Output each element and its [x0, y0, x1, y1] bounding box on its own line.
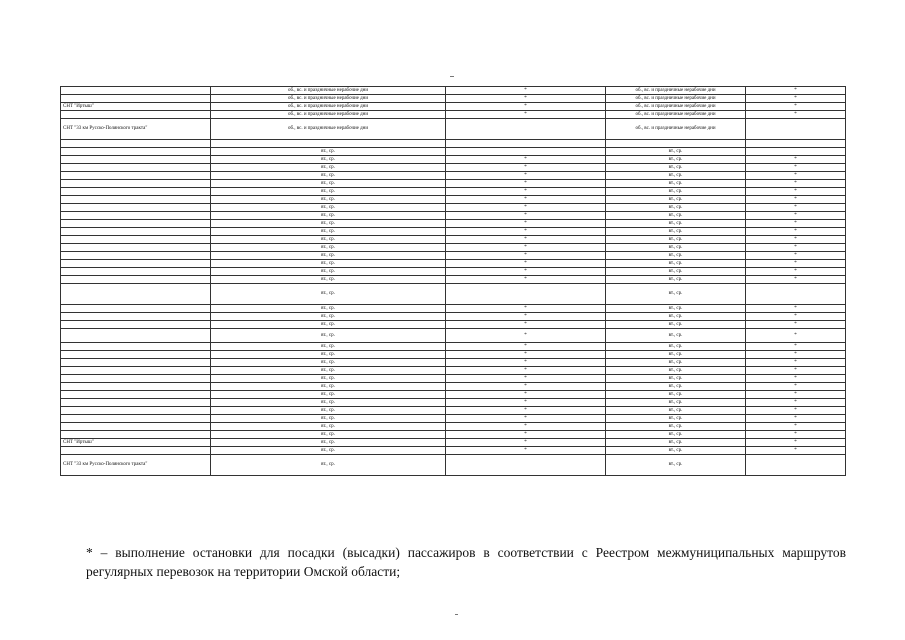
schedule-row — [61, 180, 846, 188]
days-cell: вт., ср. — [211, 391, 446, 399]
stop-name-cell — [61, 164, 211, 172]
days-cell: вт., ср. — [606, 343, 746, 351]
days-cell: вт., ср. — [606, 196, 746, 204]
days-cell: вт., ср. — [606, 284, 746, 305]
schedule-row — [61, 204, 846, 212]
days-cell: вт., ср. — [606, 260, 746, 268]
times-cell: * — [446, 329, 606, 343]
schedule-row — [61, 367, 846, 375]
days-cell: вт., ср. — [606, 305, 746, 313]
times-cell: * — [446, 204, 606, 212]
times-cell: * — [746, 343, 846, 351]
days-cell: вт., ср. — [606, 252, 746, 260]
days-cell: вт., ср. — [211, 447, 446, 455]
times-cell: * — [746, 375, 846, 383]
days-cell — [606, 140, 746, 148]
stop-name-cell — [61, 148, 211, 156]
times-cell: * — [746, 172, 846, 180]
days-cell: вт., ср. — [211, 236, 446, 244]
times-cell: * — [446, 172, 606, 180]
days-cell: вт., ср. — [606, 383, 746, 391]
times-cell: * — [746, 321, 846, 329]
stop-name-cell: СНТ "Иртыш" — [61, 439, 211, 447]
schedule-row — [61, 228, 846, 236]
times-cell: * — [746, 313, 846, 321]
days-cell: вт., ср. — [606, 164, 746, 172]
times-cell: * — [446, 391, 606, 399]
times-cell — [446, 148, 606, 156]
times-cell — [746, 148, 846, 156]
schedule-row — [61, 260, 846, 268]
stop-name-cell — [61, 95, 211, 103]
days-cell: вт., ср. — [211, 284, 446, 305]
days-cell: вт., ср. — [211, 260, 446, 268]
times-cell: * — [446, 260, 606, 268]
times-cell — [446, 140, 606, 148]
times-cell — [746, 455, 846, 476]
stop-name-cell — [61, 407, 211, 415]
times-cell: * — [746, 399, 846, 407]
stop-name-cell — [61, 188, 211, 196]
days-cell: вт., ср. — [211, 220, 446, 228]
days-cell: вт., ср. — [211, 188, 446, 196]
times-cell: * — [446, 343, 606, 351]
days-cell: вт., ср. — [211, 343, 446, 351]
days-cell: вт., ср. — [606, 329, 746, 343]
times-cell: * — [446, 164, 606, 172]
days-cell: вт., ср. — [211, 180, 446, 188]
times-cell: * — [746, 111, 846, 119]
stop-name-cell — [61, 375, 211, 383]
days-cell: вт., ср. — [606, 313, 746, 321]
times-cell: * — [746, 415, 846, 423]
days-cell: вт., ср. — [606, 268, 746, 276]
times-cell: * — [746, 276, 846, 284]
days-cell: вт., ср. — [211, 367, 446, 375]
stop-name-cell — [61, 276, 211, 284]
days-cell: вт., ср. — [606, 415, 746, 423]
days-cell: вт., ср. — [211, 276, 446, 284]
times-cell: * — [446, 156, 606, 164]
days-cell: вт., ср. — [211, 244, 446, 252]
days-cell: вт., ср. — [211, 399, 446, 407]
stop-name-cell — [61, 180, 211, 188]
stop-name-cell — [61, 367, 211, 375]
schedule-row — [61, 196, 846, 204]
schedule-row — [61, 119, 846, 140]
times-cell: * — [746, 431, 846, 439]
times-cell: * — [746, 252, 846, 260]
schedule-row — [61, 431, 846, 439]
stop-name-cell — [61, 111, 211, 119]
stop-name-cell: СНТ "Иртыш" — [61, 103, 211, 111]
days-cell: вт., ср. — [606, 391, 746, 399]
schedule-row — [61, 305, 846, 313]
stop-name-cell — [61, 313, 211, 321]
times-cell: * — [746, 236, 846, 244]
schedule-row — [61, 140, 846, 148]
stop-name-cell — [61, 212, 211, 220]
stop-name-cell: СНТ "33 км Русско-Полянского тракта" — [61, 119, 211, 140]
schedule-row — [61, 156, 846, 164]
schedule-row — [61, 423, 846, 431]
times-cell — [446, 455, 606, 476]
days-cell: вт., ср. — [606, 431, 746, 439]
times-cell: * — [446, 220, 606, 228]
days-cell: вт., ср. — [606, 188, 746, 196]
times-cell: * — [446, 447, 606, 455]
days-cell: вт., ср. — [606, 148, 746, 156]
schedule-row — [61, 359, 846, 367]
days-cell: об., вс. и праздничные нерабочие дни — [606, 87, 746, 95]
days-cell: об., вс. и праздничные нерабочие дни — [606, 95, 746, 103]
times-cell — [746, 284, 846, 305]
stop-name-cell — [61, 447, 211, 455]
days-cell: вт., ср. — [211, 268, 446, 276]
times-cell: * — [446, 103, 606, 111]
days-cell: вт., ср. — [606, 244, 746, 252]
times-cell — [746, 140, 846, 148]
stop-name-cell — [61, 391, 211, 399]
schedule-row — [61, 321, 846, 329]
times-cell: * — [446, 351, 606, 359]
times-cell — [446, 119, 606, 140]
days-cell: вт., ср. — [211, 423, 446, 431]
days-cell: вт., ср. — [606, 212, 746, 220]
stop-name-cell — [61, 236, 211, 244]
scan-mark — [450, 76, 454, 77]
schedule-row — [61, 415, 846, 423]
scan-mark — [455, 614, 458, 615]
times-cell: * — [746, 351, 846, 359]
stop-name-cell: СНТ "33 км Русско-Полянского тракта" — [61, 455, 211, 476]
schedule-table — [60, 86, 846, 476]
stop-name-cell — [61, 321, 211, 329]
times-cell: * — [746, 244, 846, 252]
times-cell: * — [746, 95, 846, 103]
schedule-row — [61, 284, 846, 305]
times-cell: * — [746, 87, 846, 95]
schedule-row — [61, 188, 846, 196]
days-cell: вт., ср. — [211, 375, 446, 383]
times-cell: * — [446, 407, 606, 415]
times-cell: * — [746, 391, 846, 399]
stop-name-cell — [61, 343, 211, 351]
schedule-row — [61, 391, 846, 399]
days-cell: вт., ср. — [211, 204, 446, 212]
stop-name-cell — [61, 383, 211, 391]
days-cell: вт., ср. — [211, 407, 446, 415]
stop-name-cell — [61, 329, 211, 343]
times-cell: * — [746, 447, 846, 455]
times-cell: * — [446, 95, 606, 103]
times-cell: * — [746, 359, 846, 367]
schedule-row — [61, 95, 846, 103]
times-cell: * — [446, 383, 606, 391]
days-cell: вт., ср. — [211, 172, 446, 180]
stop-name-cell — [61, 305, 211, 313]
times-cell: * — [446, 244, 606, 252]
times-cell: * — [446, 305, 606, 313]
times-cell: * — [446, 252, 606, 260]
days-cell: об., вс. и праздничные нерабочие дни — [211, 95, 446, 103]
times-cell: * — [746, 407, 846, 415]
days-cell: вт., ср. — [606, 359, 746, 367]
schedule-row — [61, 103, 846, 111]
times-cell: * — [446, 228, 606, 236]
days-cell: вт., ср. — [211, 431, 446, 439]
days-cell: вт., ср. — [211, 228, 446, 236]
stop-name-cell — [61, 423, 211, 431]
footnote: * – выполнение остановки для посадки (высадки) пассажиров в соответствии с Реестром межмуниципальных маршрутов регулярных перевозок на территории Омской области; — [86, 545, 846, 579]
stop-name-cell — [61, 156, 211, 164]
days-cell: вт., ср. — [606, 204, 746, 212]
schedule-row — [61, 313, 846, 321]
days-cell: вт., ср. — [211, 383, 446, 391]
days-cell: вт., ср. — [606, 375, 746, 383]
schedule-row — [61, 87, 846, 95]
stop-name-cell — [61, 399, 211, 407]
days-cell: вт., ср. — [606, 321, 746, 329]
days-cell: вт., ср. — [606, 439, 746, 447]
days-cell: вт., ср. — [606, 407, 746, 415]
days-cell: вт., ср. — [211, 196, 446, 204]
stop-name-cell — [61, 244, 211, 252]
times-cell: * — [446, 375, 606, 383]
stop-name-cell — [61, 268, 211, 276]
schedule-row — [61, 407, 846, 415]
times-cell: * — [746, 196, 846, 204]
times-cell: * — [446, 196, 606, 204]
stop-name-cell — [61, 252, 211, 260]
days-cell: вт., ср. — [606, 276, 746, 284]
times-cell: * — [446, 87, 606, 95]
days-cell: вт., ср. — [211, 329, 446, 343]
schedule-row — [61, 343, 846, 351]
schedule-row — [61, 111, 846, 119]
times-cell: * — [746, 180, 846, 188]
schedule-row — [61, 383, 846, 391]
schedule-row — [61, 244, 846, 252]
days-cell: вт., ср. — [606, 423, 746, 431]
days-cell: вт., ср. — [211, 164, 446, 172]
schedule-row — [61, 447, 846, 455]
times-cell: * — [746, 156, 846, 164]
days-cell: вт., ср. — [211, 305, 446, 313]
days-cell: вт., ср. — [211, 252, 446, 260]
schedule-row — [61, 252, 846, 260]
times-cell: * — [446, 180, 606, 188]
days-cell: об., вс. и праздничные нерабочие дни — [211, 87, 446, 95]
times-cell — [446, 284, 606, 305]
days-cell: об., вс. и праздничные нерабочие дни — [211, 111, 446, 119]
times-cell: * — [746, 164, 846, 172]
days-cell: вт., ср. — [211, 212, 446, 220]
days-cell: об., вс. и праздничные нерабочие дни — [606, 111, 746, 119]
times-cell: * — [746, 212, 846, 220]
stop-name-cell — [61, 87, 211, 95]
days-cell: вт., ср. — [211, 156, 446, 164]
times-cell: * — [746, 268, 846, 276]
times-cell: * — [446, 212, 606, 220]
times-cell: * — [446, 111, 606, 119]
stop-name-cell — [61, 140, 211, 148]
days-cell: об., вс. и праздничные нерабочие дни — [606, 119, 746, 140]
days-cell: вт., ср. — [606, 367, 746, 375]
days-cell: вт., ср. — [606, 236, 746, 244]
times-cell: * — [746, 228, 846, 236]
times-cell: * — [746, 204, 846, 212]
days-cell: вт., ср. — [211, 148, 446, 156]
times-cell: * — [746, 423, 846, 431]
days-cell: вт., ср. — [211, 455, 446, 476]
times-cell: * — [446, 268, 606, 276]
stop-name-cell — [61, 284, 211, 305]
schedule-row — [61, 329, 846, 343]
times-cell: * — [746, 439, 846, 447]
days-cell: вт., ср. — [606, 455, 746, 476]
stop-name-cell — [61, 228, 211, 236]
days-cell: об., вс. и праздничные нерабочие дни — [606, 103, 746, 111]
times-cell: * — [446, 276, 606, 284]
days-cell: вт., ср. — [606, 172, 746, 180]
days-cell: вт., ср. — [211, 415, 446, 423]
days-cell: вт., ср. — [606, 156, 746, 164]
times-cell: * — [746, 367, 846, 375]
schedule-row — [61, 399, 846, 407]
times-cell: * — [446, 431, 606, 439]
days-cell: вт., ср. — [606, 220, 746, 228]
days-cell: вт., ср. — [211, 351, 446, 359]
days-cell: вт., ср. — [211, 439, 446, 447]
times-cell: * — [446, 399, 606, 407]
times-cell: * — [746, 220, 846, 228]
times-cell: * — [746, 383, 846, 391]
times-cell: * — [446, 236, 606, 244]
days-cell: вт., ср. — [211, 313, 446, 321]
schedule-row — [61, 212, 846, 220]
schedule-row — [61, 276, 846, 284]
times-cell: * — [446, 188, 606, 196]
days-cell: вт., ср. — [606, 399, 746, 407]
times-cell: * — [746, 305, 846, 313]
schedule-row — [61, 172, 846, 180]
days-cell: об., вс. и праздничные нерабочие дни — [211, 119, 446, 140]
stop-name-cell — [61, 204, 211, 212]
stop-name-cell — [61, 220, 211, 228]
times-cell: * — [446, 415, 606, 423]
times-cell: * — [746, 103, 846, 111]
days-cell: об., вс. и праздничные нерабочие дни — [211, 103, 446, 111]
days-cell: вт., ср. — [211, 359, 446, 367]
schedule-row — [61, 439, 846, 447]
times-cell: * — [446, 423, 606, 431]
schedule-row — [61, 236, 846, 244]
times-cell: * — [746, 260, 846, 268]
schedule-row — [61, 220, 846, 228]
times-cell: * — [446, 313, 606, 321]
stop-name-cell — [61, 260, 211, 268]
times-cell: * — [746, 329, 846, 343]
days-cell: вт., ср. — [211, 321, 446, 329]
schedule-row — [61, 375, 846, 383]
schedule-row — [61, 351, 846, 359]
schedule-row — [61, 455, 846, 476]
stop-name-cell — [61, 415, 211, 423]
times-cell: * — [446, 321, 606, 329]
stop-name-cell — [61, 172, 211, 180]
stop-name-cell — [61, 351, 211, 359]
times-cell: * — [446, 439, 606, 447]
days-cell: вт., ср. — [606, 447, 746, 455]
times-cell: * — [446, 359, 606, 367]
stop-name-cell — [61, 196, 211, 204]
schedule-row — [61, 268, 846, 276]
schedule-table-container — [60, 86, 845, 476]
stop-name-cell — [61, 359, 211, 367]
days-cell: вт., ср. — [606, 180, 746, 188]
stop-name-cell — [61, 431, 211, 439]
days-cell — [211, 140, 446, 148]
days-cell: вт., ср. — [606, 351, 746, 359]
times-cell — [746, 119, 846, 140]
times-cell: * — [446, 367, 606, 375]
schedule-row — [61, 148, 846, 156]
schedule-row — [61, 164, 846, 172]
days-cell: вт., ср. — [606, 228, 746, 236]
times-cell: * — [746, 188, 846, 196]
